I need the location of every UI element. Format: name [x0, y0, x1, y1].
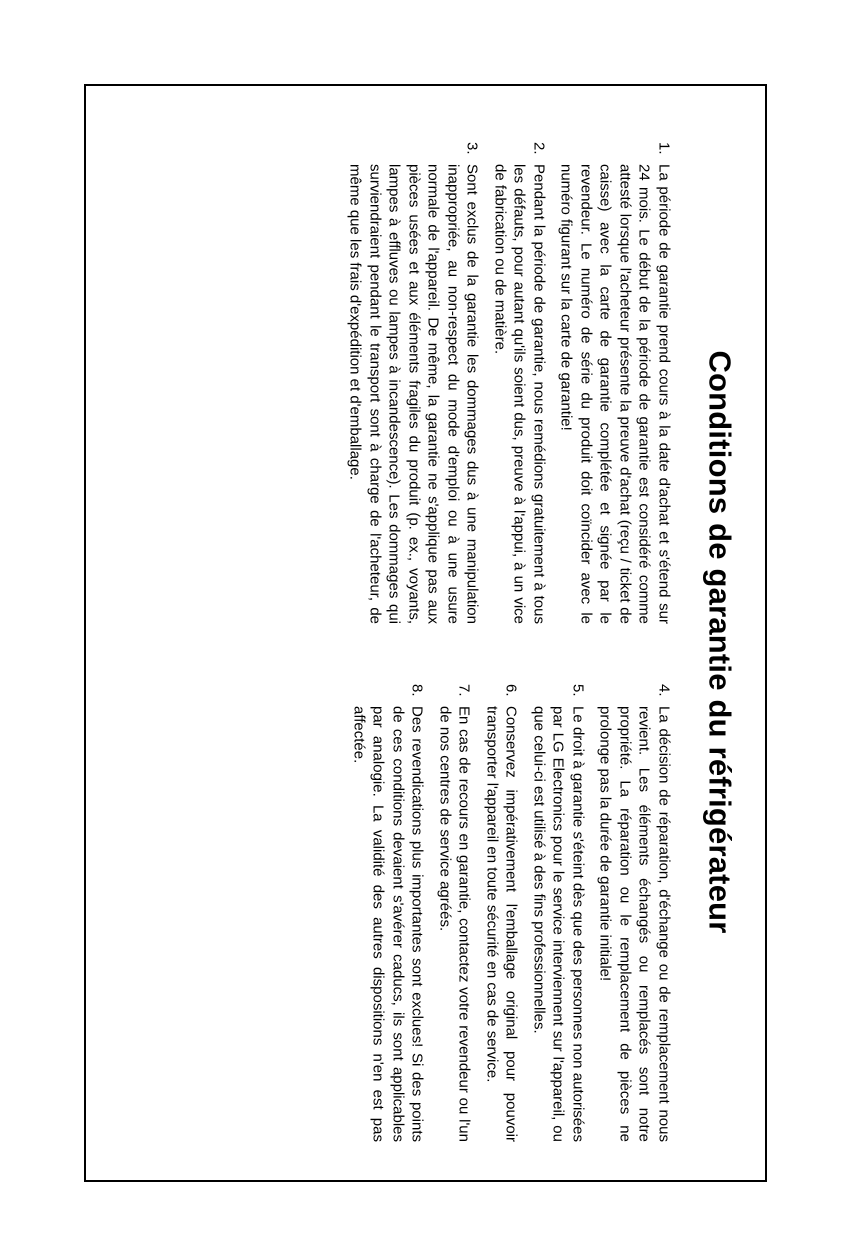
condition-text: Sont exclus de la garantie les dommages dus à une manipulation inappropriée, au non-respect du mode d'emploi ou à une usure normale de l'appareil. De même, la garantie ne s'applique pas aux pièces usées et aux éléments fragiles du produit (p. ex., voyants, lampes à effluves ou lampes à incandescence). Les dommages qui surviendraient pendant le transport sont à charge de l'acheteur, de même que les frais d'expédition et d'emballage. [346, 164, 481, 624]
condition-item-3 [345, 142, 482, 624]
condition-text: La décision de réparation, d'échange ou de remplacement nous revient. Les éléments échangés ou remplacés sont notre propriété. La réparation ou le remplacement de pièces ne prolonge pas la durée de garantie initiale! [596, 706, 672, 1142]
right-column [337, 684, 673, 1142]
condition-text: La période de garantie prend cours à la date d'achat et s'étend sur 24 mois. Le début de la période de garantie est considéré comme attesté lorsque l'acheteur présente la preuve d'achat (reçu / ticket de caisse) avec la carte de garantie complétée et signée par le revendeur. Le numéro de série du produit doit coïncider avec le numéro figurant sur la carte de garantie! [557, 164, 672, 624]
condition-text: En cas de recours en garantie, contactez votre revendeur ou l'un de nos centres de service agréés. [436, 706, 473, 1142]
condition-item-7 [435, 684, 474, 1142]
condition-item-6 [482, 684, 521, 1142]
condition-item-8 [349, 684, 427, 1142]
condition-text: Des revendications plus importantes sont exclues! Si des points de ces conditions devaient s'avérer caducs, ils sont applicables par analogie. La validité des autres dispositions n'en est pas affectée. [350, 706, 426, 1142]
condition-text: Pendant la période de garantie, nous remédions gratuitement à tous les défauts, pour autant qu'ils soient dus, preuve à l'appui, à un vice de fabrication ou de matière. [491, 164, 547, 624]
condition-number: 6. [502, 684, 520, 697]
left-conditions-list [345, 142, 673, 624]
left-column [337, 142, 673, 624]
columns [337, 142, 673, 1142]
condition-number: 1. [655, 142, 672, 155]
condition-item-5 [529, 684, 588, 1142]
condition-number: 8. [408, 684, 426, 697]
condition-number: 4. [655, 684, 672, 697]
condition-item-1 [556, 142, 673, 624]
condition-number: 7. [455, 684, 473, 697]
condition-item-2 [490, 142, 549, 624]
condition-item-4 [595, 684, 673, 1142]
condition-number: 3. [463, 142, 481, 155]
condition-text: Conservez impérativement l'emballage original pour pouvoir transporter l'appareil en toute sécurité en cas de service. [483, 706, 520, 1142]
page-frame [84, 84, 767, 1182]
condition-number: 2. [530, 142, 547, 155]
page-title: Conditions de garantie du réfrigérateur [702, 350, 737, 934]
rotated-content [94, 94, 757, 1172]
right-conditions-list [349, 684, 674, 1142]
condition-number: 5. [569, 684, 586, 697]
condition-text: Le droit à garantie s'éteint dès que des personnes non autorisées par LG Electronics pour le service interviennent sur l'appareil, ou que celui-ci est utilisé à des fins professionnelles. [530, 706, 586, 1142]
